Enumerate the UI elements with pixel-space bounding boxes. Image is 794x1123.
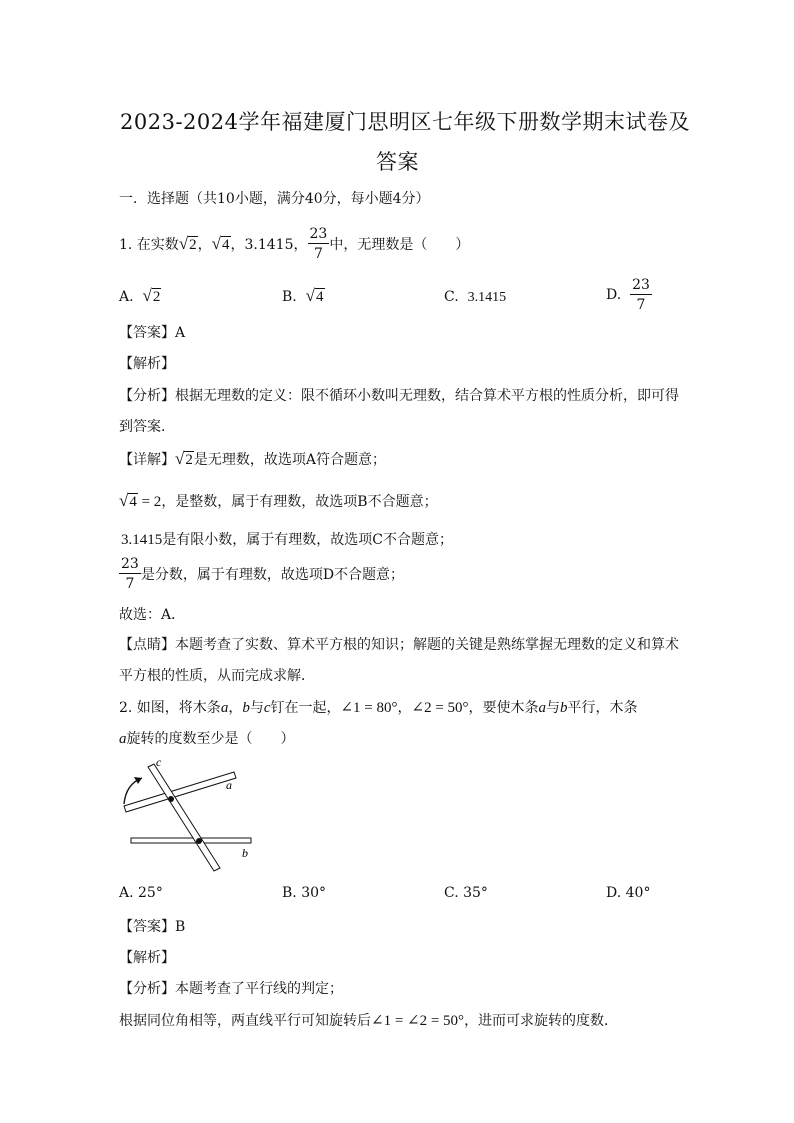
q1-stem <box>119 222 469 266</box>
section-heading: 一．选择题（共10小题，满分40分，每小题4分） <box>119 191 430 207</box>
q1-dianjing-line2: 平方根的性质，从而完成求解． <box>119 668 315 684</box>
q1-stem-fraction: $\frac{23}{7}$ <box>309 226 328 262</box>
q1-detail-line4: $\frac{23}{7}$ 是分数，属于有理数，故选项D不合题意； <box>121 556 405 592</box>
q2-reasoning: 根据同位角相等，两直线平行可知旋转后∠1 = ∠2 = 50°，进而可求旋转的度数． <box>119 1013 619 1029</box>
q1-stem-comma: ， <box>197 237 212 253</box>
q1-detail-line2: √4 = 2，是整数，属于有理数，故选项B不合题意； <box>119 491 438 510</box>
q1-fenxi-line1: 【分析】根据无理数的定义：限不循环小数叫无理数，结合算术平方根的性质分析，即可得 <box>119 388 679 404</box>
q1-option-d: D. $\frac{23}{7}$ <box>606 277 650 313</box>
q1-stem-sqrt4: √4 <box>211 234 230 253</box>
q1-fenxi-line2: 到答案． <box>119 419 175 435</box>
q1-stem-mid: ，3.1415， <box>230 237 308 253</box>
q1-stem-post: 中，无理数是（ ） <box>329 237 470 253</box>
q2-analysis-heading: 【解析】 <box>119 950 175 966</box>
q1-conclusion: 故选：A． <box>119 607 186 623</box>
q1-detail-line1: 【详解】√2是无理数，故选项A符合题意； <box>119 449 386 468</box>
q1-option-b: B. √4 <box>282 286 324 305</box>
doc-title-line1: 2023-2024学年福建厦门思明区七年级下册数学期末试卷及 <box>120 110 690 134</box>
stick-b <box>131 838 251 843</box>
nail-point-2 <box>196 838 202 844</box>
fig-label-a: a <box>226 778 232 792</box>
q2-figure <box>112 756 262 876</box>
q2-fenxi: 【分析】本题考查了平行线的判定； <box>119 981 343 997</box>
q2-option-d: D. 40° <box>606 885 651 901</box>
q2-option-b: B. 30° <box>282 885 327 901</box>
q1-stem-prefix: 1. 在实数 <box>119 237 179 253</box>
q2-stem-line2: a旋转的度数至少是（ ） <box>119 731 295 747</box>
nail-point-1 <box>168 796 174 802</box>
q2-answer: 【答案】B <box>119 919 186 935</box>
doc-title-line2: 答案 <box>376 150 419 174</box>
q1-dianjing-line1: 【点睛】本题考查了实数、算术平方根的知识；解题的关键是熟练掌握无理数的定义和算术 <box>119 637 679 653</box>
q1-answer: 【答案】A <box>119 325 186 341</box>
fig-label-c: c <box>156 756 162 769</box>
q1-analysis-heading: 【解析】 <box>119 356 175 372</box>
fig-label-b: b <box>242 846 248 860</box>
q1-option-c: C. 3.1415 <box>444 289 507 305</box>
q1-stem-sqrt2: √2 <box>178 234 197 253</box>
q2-option-a: A. 25° <box>119 885 163 901</box>
q1-option-a: A. √2 <box>119 286 161 305</box>
q1-detail-line3: 3.1415是有限小数，属于有理数，故选项C不合题意； <box>121 532 453 548</box>
arrow-head-icon <box>134 777 142 784</box>
q2-stem-line1: 2. 如图，将木条a，b与c钉在一起，∠1 = 80°，∠2 = 50°，要使木条a与b平行，木条 <box>119 700 638 716</box>
q2-option-c: C. 35° <box>444 885 488 901</box>
